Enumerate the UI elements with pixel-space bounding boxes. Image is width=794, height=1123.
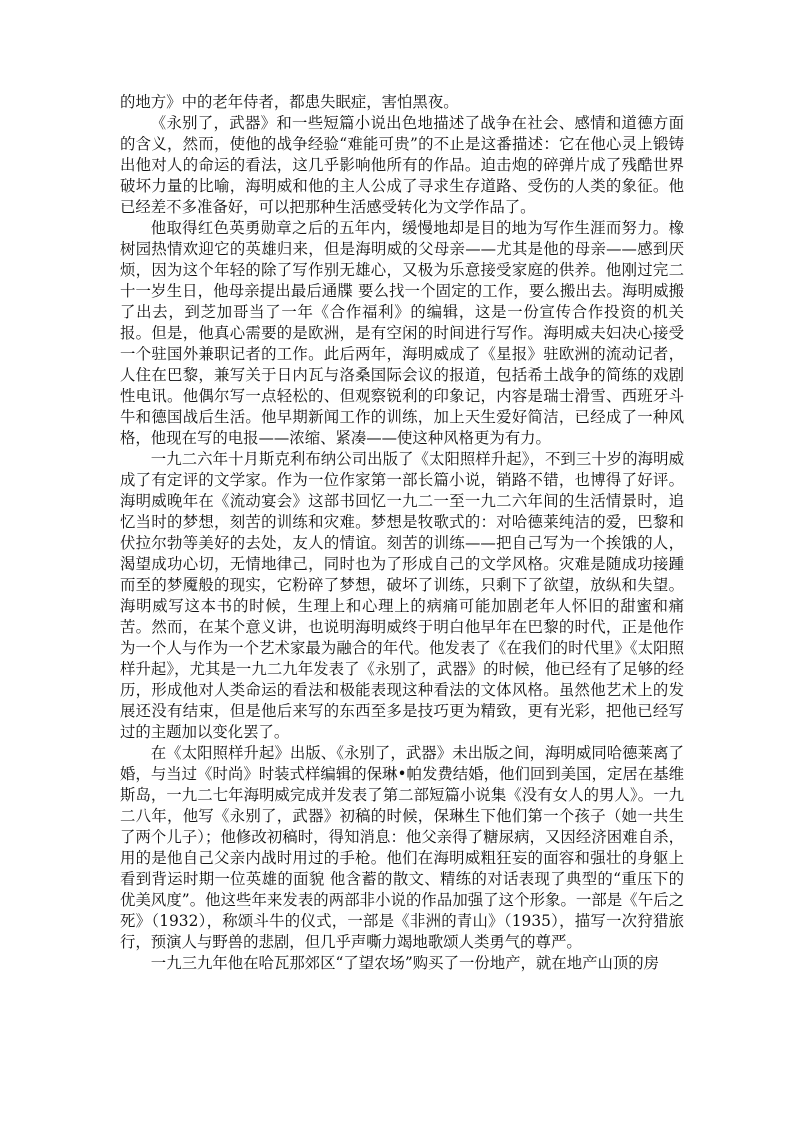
paragraph-early-career: 他取得红色英勇勋章之后的五年内，缓慢地却是目的地为写作生涯而努力。橡树园热情欢迎它的英雄归来，但是海明威的父母亲——尤其是他的母亲——感到厌烦，因为这个年轻的除了写作别无雄心，又极为乐意接受家庭的供养。他刚过完二十一岁生日，他母亲提出最后通牒 要么找一个固定的工作，要么搬出去。海明威搬了出去，到芝加哥当了一年《合作福利》的编辑，这是一份宣传合作投资的机关报。但是，他真心需要的是欧洲，是有空闲的时间进行写作。海明威夫妇决心接受一个驻国外兼职记者的工作。此后两年，海明威成了《星报》驻欧洲的流动记者，人住在巴黎，兼写关于日内瓦与洛桑国际会议的报道，包括希土战争的简练的戏剧性电讯。他偶尔写一点轻松的、但观察锐利的印象记，内容是瑞士滑雪、西班牙斗牛和德国战后生活。他早期新闻工作的训练，加上天生爱好简洁，已经成了一种风格，他现在写的电报——浓缩、紧凑——使这种风格更为有力。	[120, 219, 684, 447]
document-page	[120, 92, 684, 974]
paragraph-marriage-key-west: 在《太阳照样升起》出版、《永别了，武器》未出版之间，海明威同哈德莱离了婚，与当过《时尚》时装式样编辑的保琳•帕发费结婚，他们回到美国，定居在基维斯岛，一九二七年海明威完成并发表了第二部短篇小说集《没有女人的男人》。一九二八年，他写《永别了，武器》初稿的时候，保琳生下他们第一个孩子（她一共生了两个儿子）；他修改初稿时，得知消息：他父亲得了糖尿病，又因经济困难自杀，用的是他自己父亲内战时用过的手枪。他们在海明威粗狂妄的面容和强壮的身躯上看到背运时期一位英雄的面貌 他含蓄的散文、精练的对话表现了典型的“重压下的优美风度”。他这些年来发表的两部非小说的作品加强了这个形象。一部是《午后之死》（1932），称颂斗牛的仪式，一部是《非洲的青山》（1935），描写一次狩猎旅行，预演人与野兽的悲剧，但几乎声嘶力竭地歌颂人类勇气的尊严。	[120, 744, 684, 951]
paragraph-farewell-to-arms: 《永别了，武器》和一些短篇小说出色地描述了战争在社会、感情和道德方面的含义，然而，使他的战争经验“难能可贵”的不止是这番描述：它在他心灵上锻铸出他对人的命运的看法，这几乎影响他所有的作品。迫击炮的碎弹片成了残酷世界破坏力量的比喻，海明威和他的主人公成了寻求生存道路、受伤的人类的象征。他已经差不多准备好，可以把那种生活感受转化为文学作品了。	[120, 114, 684, 216]
paragraph-continued: 的地方》中的老年侍者，都患失眠症，害怕黑夜。	[120, 93, 459, 111]
paragraph-havana: 一九三九年他在哈瓦那郊区“了望农场”购买了一份地产，就在地产山顶的房	[150, 954, 660, 972]
paragraph-sun-also-rises: 一九二六年十月斯克利布纳公司出版了《太阳照样升起》，不到三十岁的海明威成了有定评的文学家。作为一位作家第一部长篇小说，销路不错，也博得了好评。海明威晚年在《流动宴会》这部书回忆一九二一至一九二六年间的生活情景时，追忆当时的梦想，刻苦的训练和灾难。梦想是牧歌式的：对哈德莱纯洁的爱，巴黎和伏拉尔勃等美好的去处，友人的情谊。刻苦的训练——把自己写为一个挨饿的人，渴望成功心切，无情地律己，同时也为了形成自己的文学风格。灾难是随成功接踵而至的梦魇般的现实，它粉碎了梦想，破坏了训练，只剩下了欲望，放纵和失望。海明威写这本书的时候，生理上和心理上的病痛可能加剧老年人怀旧的甜蜜和痛苦。然而，在某个意义讲，也说明海明威终于明白他早年在巴黎的时代，正是他作为一个人与作为一个艺术家最为融合的年代。他发表了《在我们的时代里》《太阳照样升起》，尤其是一九二九年发表了《永别了，武器》的时候，他已经有了足够的经历，形成他对人类命运的看法和极能表现这种看法的文体风格。虽然他艺术上的发展还没有结束，但是他后来写的东西至多是技巧更为精致，更有光彩，把他已经写过的主题加以变化罢了。	[120, 450, 684, 741]
